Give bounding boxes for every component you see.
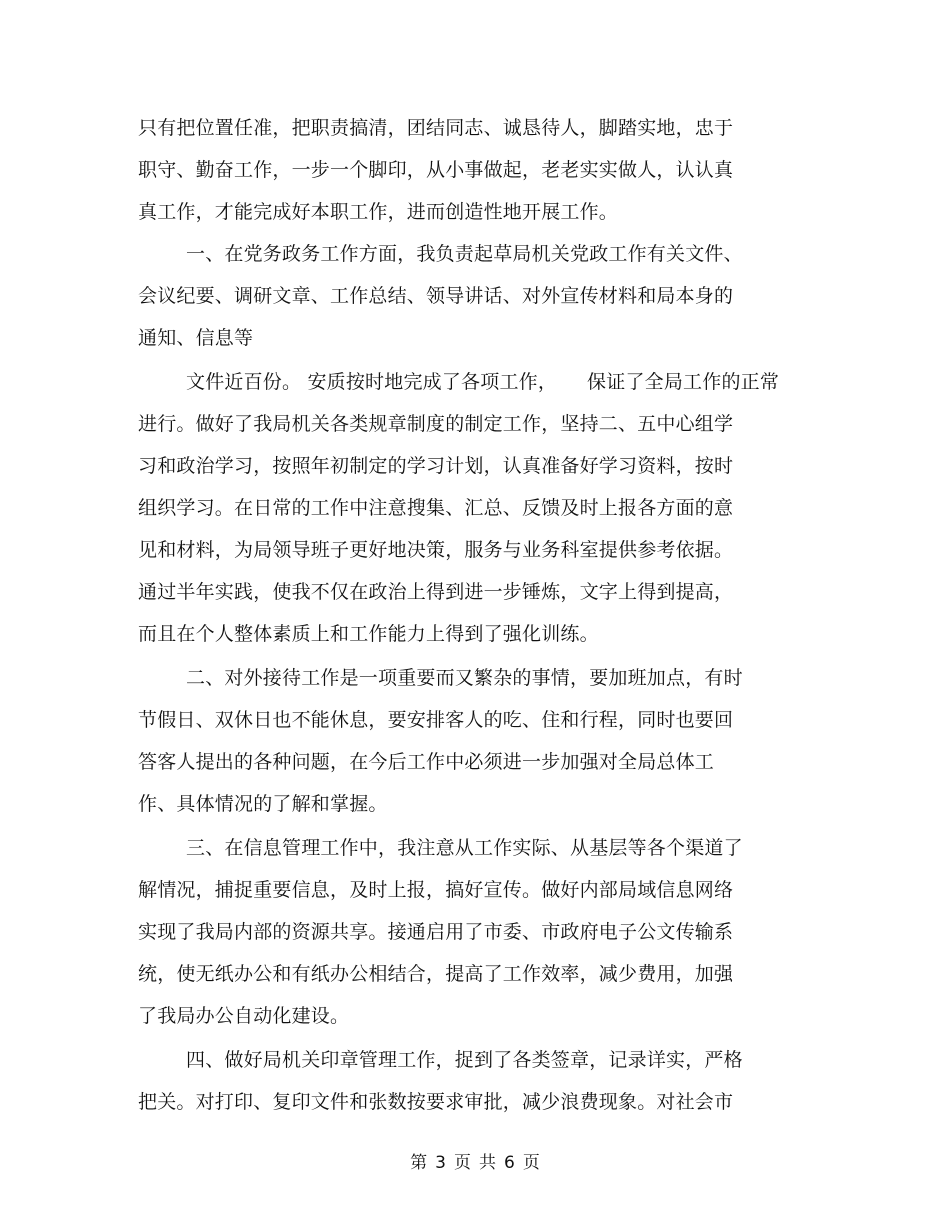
paragraph-2-first-line: 二、对外接待工作是一项重要而又繁杂的事情，要加班加点，有时 <box>186 667 743 689</box>
text-line: 通知、信息等 <box>138 327 254 349</box>
page-footer <box>0 1152 950 1174</box>
text-line: 统，使无纸办公和有纸办公相结合，提高了工作效率，减少费用，加强 <box>138 963 734 985</box>
text-line-split <box>186 370 779 394</box>
text-line: 见和材料，为局领导班子更好地决策，服务与业务科室提供参考依据。 <box>138 539 734 561</box>
footer-total-pages: 6 <box>504 1153 515 1173</box>
text-line: 节假日、双休日也不能休息，要安排客人的吃、住和行程，同时也要回 <box>138 709 734 731</box>
text-fragment: 文件近百份。 安质按时地完成了各项工作， <box>186 371 558 393</box>
text-line: 作、具体情况的了解和掌握。 <box>138 793 388 815</box>
text-line: 职守、勤奋工作，一步一个脚印，从小事做起，老老实实做人，认认真 <box>138 159 734 181</box>
text-line: 了我局办公自动化建设。 <box>138 1005 350 1027</box>
text-line: 实现了我局内部的资源共享。接通启用了市委、市政府电子公文传输系 <box>138 921 734 943</box>
text-line: 进行。做好了我局机关各类规章制度的制定工作，坚持二、五中心组学 <box>138 413 734 435</box>
footer-prefix: 第 <box>410 1153 428 1173</box>
text-line: 而且在个人整体素质上和工作能力上得到了强化训练。 <box>138 623 599 645</box>
text-line: 真工作，才能完成好本职工作，进而创造性地开展工作。 <box>138 201 619 223</box>
text-line: 只有把位置任准，把职责搞清，团结同志、诚恳待人，脚踏实地，忠于 <box>138 117 734 139</box>
paragraph-1-first-line: 一、在党务政务工作方面，我负责起草局机关党政工作有关文件、 <box>186 243 743 265</box>
text-line: 答客人提出的各种问题，在今后工作中必须进一步加强对全局总体工 <box>138 751 715 773</box>
text-line: 组织学习。在日常的工作中注意搜集、汇总、反馈及时上报各方面的意 <box>138 497 734 519</box>
text-line: 解情况，捕捉重要信息，及时上报，搞好宣传。做好内部局域信息网络 <box>138 879 734 901</box>
text-line: 习和政治学习，按照年初制定的学习计划，认真准备好学习资料，按时 <box>138 455 734 477</box>
text-line: 会议纪要、调研文章、工作总结、领导讲话、对外宣传材料和局本身的 <box>138 285 734 307</box>
footer-page-label: 页 <box>454 1153 471 1173</box>
footer-suffix: 页 <box>522 1153 540 1173</box>
text-fragment: 保证了全局工作的正常 <box>587 371 780 393</box>
text-line: 把关。对打印、复印文件和张数按要求审批，减少浪费现象。对社会市 <box>138 1091 734 1113</box>
footer-total-label: 共 <box>479 1153 496 1173</box>
footer-page-number: 3 <box>435 1153 446 1173</box>
paragraph-4-first-line: 四、做好局机关印章管理工作，捉到了各类签章，记录详实，严格 <box>186 1049 743 1071</box>
text-line: 通过半年实践，使我不仅在政治上得到进一步锤炼，文字上得到提高， <box>138 581 734 603</box>
paragraph-3-first-line: 三、在信息管理工作中，我注意从工作实际、从基层等各个渠道了 <box>186 837 743 859</box>
